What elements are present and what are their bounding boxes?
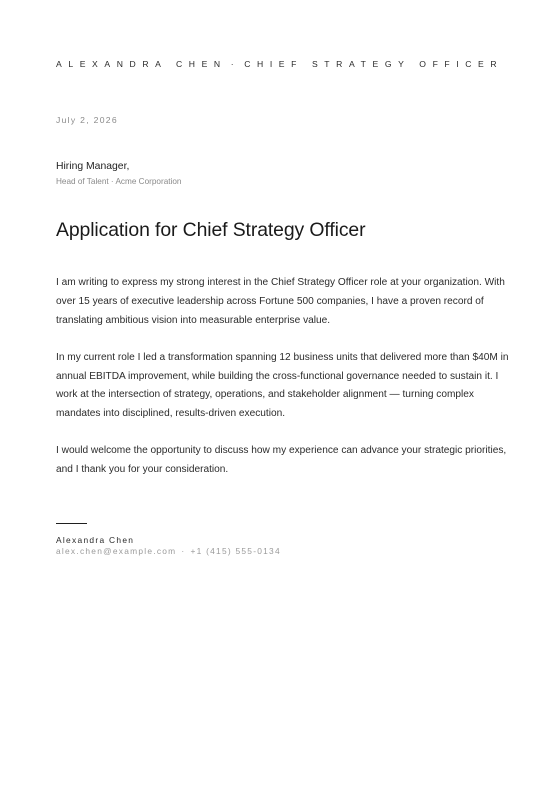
letterhead-name: ALEXANDRA CHEN	[56, 59, 227, 69]
signature-name: Alexandra Chen	[56, 535, 135, 545]
signature-phone[interactable]: +1 (415) 555-0134	[190, 546, 281, 556]
letter-body	[56, 274, 512, 498]
signature-divider	[56, 523, 87, 524]
signature-separator: ·	[181, 546, 186, 556]
signature-contact	[56, 546, 281, 556]
recipient-name: Hiring Manager,	[56, 161, 130, 172]
body-paragraph-3: I would welcome the opportunity to discuss how my experience can advance your strategic priorities, and I thank you for your consideration.	[56, 445, 507, 476]
body-paragraph-1: I am writing to express my strong interest in the Chief Strategy Officer role at your organization. With over 15 years of executive leadership across Fortune 500 companies, I have a proven record of translating ambitious vision into measurable enterprise value.	[56, 277, 505, 326]
body-paragraph-2: In my current role I led a transformation spanning 12 business units that delivered more than $40M in annual EBITDA improvement, while building the cross-functional governance needed to sustain it. I work at the intersection of strategy, operations, and stakeholder alignment — turning complex mandates into disciplined, results-driven execution.	[56, 351, 509, 420]
letterhead-title: CHIEF STRATEGY OFFICER	[244, 59, 504, 69]
recipient-block	[56, 160, 181, 187]
subject-heading: Application for Chief Strategy Officer	[56, 219, 366, 241]
letter-date: July 2, 2026	[56, 115, 118, 125]
signature-email[interactable]: alex.chen@example.com	[56, 546, 177, 556]
letterhead-separator: ·	[230, 59, 241, 69]
letterhead	[56, 59, 503, 69]
recipient-title: Head of Talent · Acme Corporation	[56, 177, 182, 186]
